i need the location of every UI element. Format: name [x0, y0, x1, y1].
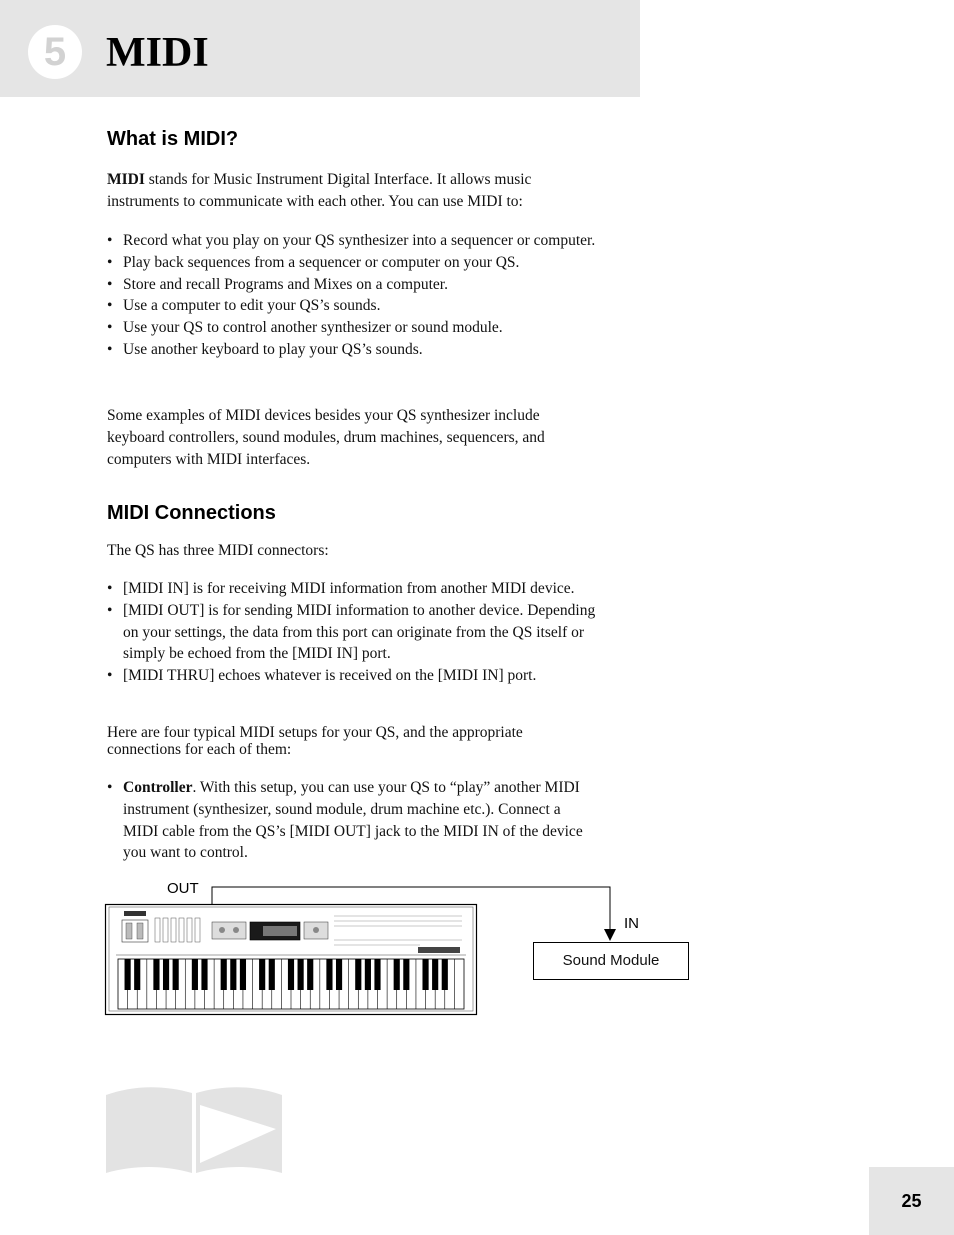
keyboard-illustration — [106, 905, 477, 1015]
controller-bold-term: Controller — [123, 779, 193, 796]
black-key — [365, 959, 371, 990]
list-item: • Store and recall Programs and Mixes on a computer. — [107, 274, 599, 296]
black-key — [240, 959, 246, 990]
black-key — [403, 959, 409, 990]
model-logo — [418, 947, 460, 953]
list-item: • Use a computer to edit your QS’s sounds. — [107, 295, 599, 317]
book-watermark-icon — [104, 1083, 284, 1175]
list-item: • Use your QS to control another synthesizer or sound module. — [107, 317, 599, 339]
black-key — [163, 959, 169, 990]
chapter-title: MIDI — [106, 30, 209, 76]
black-key — [307, 959, 313, 990]
in-label: IN — [624, 915, 639, 932]
arrow-down-icon — [604, 929, 616, 941]
intro-bold-term: MIDI — [107, 171, 145, 188]
black-key — [259, 959, 265, 990]
intro-text: stands for Music Instrument Digital Interface. It allows music instruments to communicate with each other. You can use MIDI to: — [107, 171, 532, 210]
black-key — [432, 959, 438, 990]
black-key — [125, 959, 131, 990]
connectors-list — [107, 578, 599, 687]
black-key — [221, 959, 227, 990]
black-key — [422, 959, 428, 990]
brand-logo — [124, 911, 146, 916]
section-heading-midi-connections: MIDI Connections — [107, 502, 276, 524]
list-item: • [MIDI THRU] echoes whatever is received on the [MIDI IN] port. — [107, 665, 599, 687]
black-key — [355, 959, 361, 990]
list-item: • Record what you play on your QS synthesizer into a sequencer or computer. — [107, 230, 599, 252]
black-key — [173, 959, 179, 990]
black-key — [269, 959, 275, 990]
black-key — [153, 959, 159, 990]
sound-module-box: Sound Module — [533, 942, 689, 980]
list-item: • [MIDI OUT] is for sending MIDI information to another device. Depending on your settings, the data from this port can originate from the QS itself or simply be echoed from the [MIDI IN] port. — [107, 600, 599, 665]
page-number: 25 — [869, 1167, 954, 1235]
black-key — [326, 959, 332, 990]
list-item: • Use another keyboard to play your QS’s sounds. — [107, 339, 599, 361]
section-heading-what-is-midi: What is MIDI? — [107, 128, 239, 150]
list-item — [107, 777, 599, 864]
chapter-header — [0, 0, 640, 97]
black-key — [192, 959, 198, 990]
examples-paragraph: Some examples of MIDI devices besides your QS synthesizer include keyboard controllers, sound modules, drum machines, sequencers, and computers with MIDI interfaces. — [107, 407, 545, 468]
controller-text: . With this setup, you can use your QS to “play” another MIDI instrument (synthesizer, sound module, drum machine etc.). Connect a MIDI cable from the QS’s [MIDI OUT] jack to the MIDI IN of the device you want to control. — [123, 779, 583, 862]
midi-cable-line — [212, 887, 610, 930]
black-key — [134, 959, 140, 990]
list-item: • [MIDI IN] is for receiving MIDI information from another MIDI device. — [107, 578, 599, 600]
black-key — [336, 959, 342, 990]
black-key — [288, 959, 294, 990]
midi-uses-list — [107, 230, 599, 361]
connectors-intro: The QS has three MIDI connectors: — [107, 542, 329, 559]
black-key — [394, 959, 400, 990]
out-label: OUT — [167, 880, 199, 897]
black-key — [201, 959, 207, 990]
intro-paragraph — [107, 169, 599, 213]
list-item: • Play back sequences from a sequencer or computer on your QS. — [107, 252, 599, 274]
black-key — [374, 959, 380, 990]
chapter-number-badge: 5 — [28, 25, 82, 79]
black-key — [298, 959, 304, 990]
black-key — [230, 959, 236, 990]
setups-intro: Here are four typical MIDI setups for your QS, and the appropriate connections for each of them: — [107, 724, 523, 758]
controller-setup-list — [107, 777, 599, 864]
black-key — [442, 959, 448, 990]
